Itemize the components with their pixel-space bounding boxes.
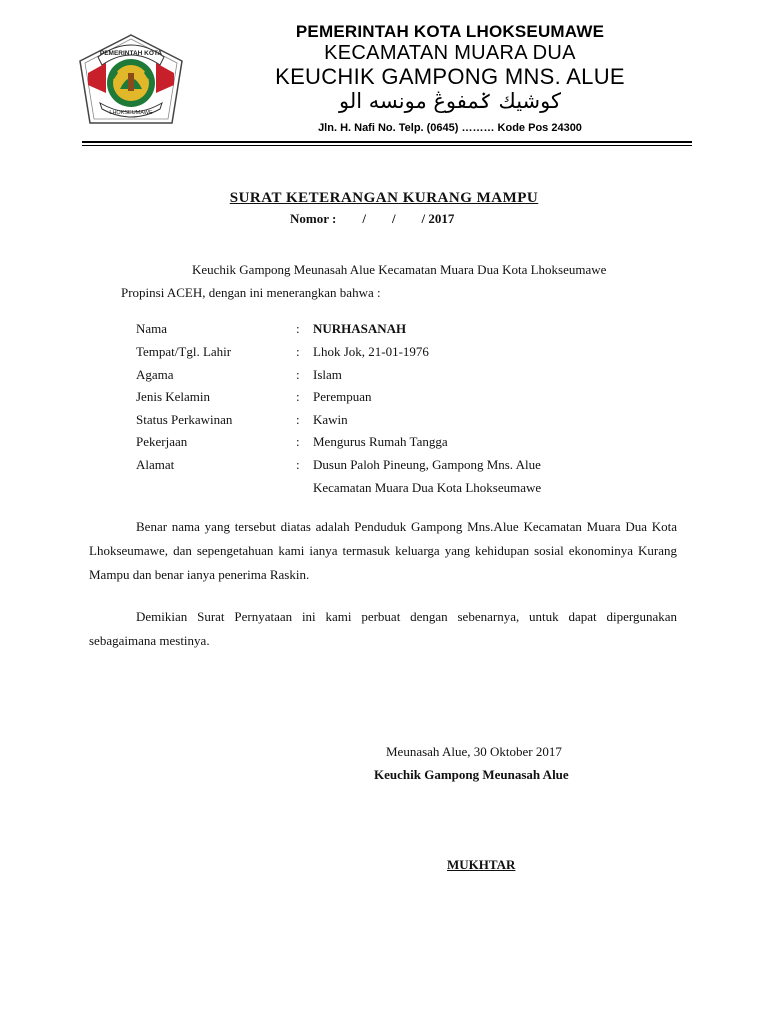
field-label-marital: Status Perkawinan <box>136 412 233 427</box>
letterhead-rule-thick <box>82 141 692 143</box>
field-label-nama: Nama <box>136 321 168 336</box>
field-label-religion: Agama <box>136 367 174 382</box>
field-separator: : <box>296 389 300 404</box>
field-label-gender: Jenis Kelamin <box>136 389 211 404</box>
logo-top-text: PEMERINTAH KOTA <box>99 50 163 57</box>
field-separator: : <box>296 367 300 382</box>
field-separator: : <box>296 344 300 359</box>
intro-line-1: Keuchik Gampong Meunasah Alue Kecamatan Muara Dua Kota Lhokseumawe <box>192 262 607 277</box>
letterhead-rule-thin <box>82 145 692 146</box>
field-value-nama: NURHASANAH <box>313 321 407 336</box>
field-value-birth: Lhok Jok, 21-01-1976 <box>313 344 429 359</box>
field-separator: : <box>296 457 300 472</box>
place-date: Meunasah Alue, 30 Oktober 2017 <box>386 744 562 759</box>
field-separator: : <box>296 434 300 449</box>
field-value-marital: Kawin <box>313 412 348 427</box>
letterhead-village-head: KEUCHIK GAMPONG MNS. ALUE <box>275 64 625 89</box>
field-value-address: Dusun Paloh Pineung, Gampong Mns. Alue <box>313 457 541 472</box>
body-paragraph-1: Benar nama yang tersebut diatas adalah Penduduk Gampong Mns.Alue Kecamatan Muara Dua Kota Lhokseumawe, dan sepengetahuan kami ianya termasuk keluarga yang kehidupan sosial ekonominya Kurang Mampu dan benar ianya penerima Raskin. <box>89 519 677 582</box>
body-paragraph-2: Demikian Surat Pernyataan ini kami perbuat dengan sebenarnya, untuk dapat dipergunakan sebagaimana mestinya. <box>89 609 677 648</box>
signer-name: MUKHTAR <box>447 857 516 872</box>
field-value-gender: Perempuan <box>313 389 372 404</box>
field-value-religion: Islam <box>313 367 342 382</box>
field-label-address: Alamat <box>136 457 175 472</box>
field-label-birth: Tempat/Tgl. Lahir <box>136 344 232 359</box>
signer-title: Keuchik Gampong Meunasah Alue <box>374 767 569 782</box>
letterhead-district: KECAMATAN MUARA DUA <box>324 42 576 64</box>
field-label-occupation: Pekerjaan <box>136 434 188 449</box>
field-value-occupation: Mengurus Rumah Tangga <box>313 434 448 449</box>
field-separator: : <box>296 321 300 336</box>
city-emblem-logo <box>76 33 186 129</box>
letterhead-jawi-script: كوشيك ݢمفوڠ مونسه الو <box>339 89 561 113</box>
document-number: Nomor : / / / 2017 <box>290 211 455 226</box>
letterhead-address: Jln. H. Nafi No. Telp. (0645) ……… Kode Pos 24300 <box>318 122 582 134</box>
logo-bottom-text: LHOKSEUMAWE <box>109 110 153 116</box>
document-title: SURAT KETERANGAN KURANG MAMPU <box>229 190 539 206</box>
field-value-address-line2: Kecamatan Muara Dua Kota Lhokseumawe <box>313 480 542 495</box>
letterhead-government: PEMERINTAH KOTA LHOKSEUMAWE <box>295 22 605 41</box>
intro-line-2: Propinsi ACEH, dengan ini menerangkan bahwa : <box>121 285 381 300</box>
field-separator: : <box>296 412 300 427</box>
